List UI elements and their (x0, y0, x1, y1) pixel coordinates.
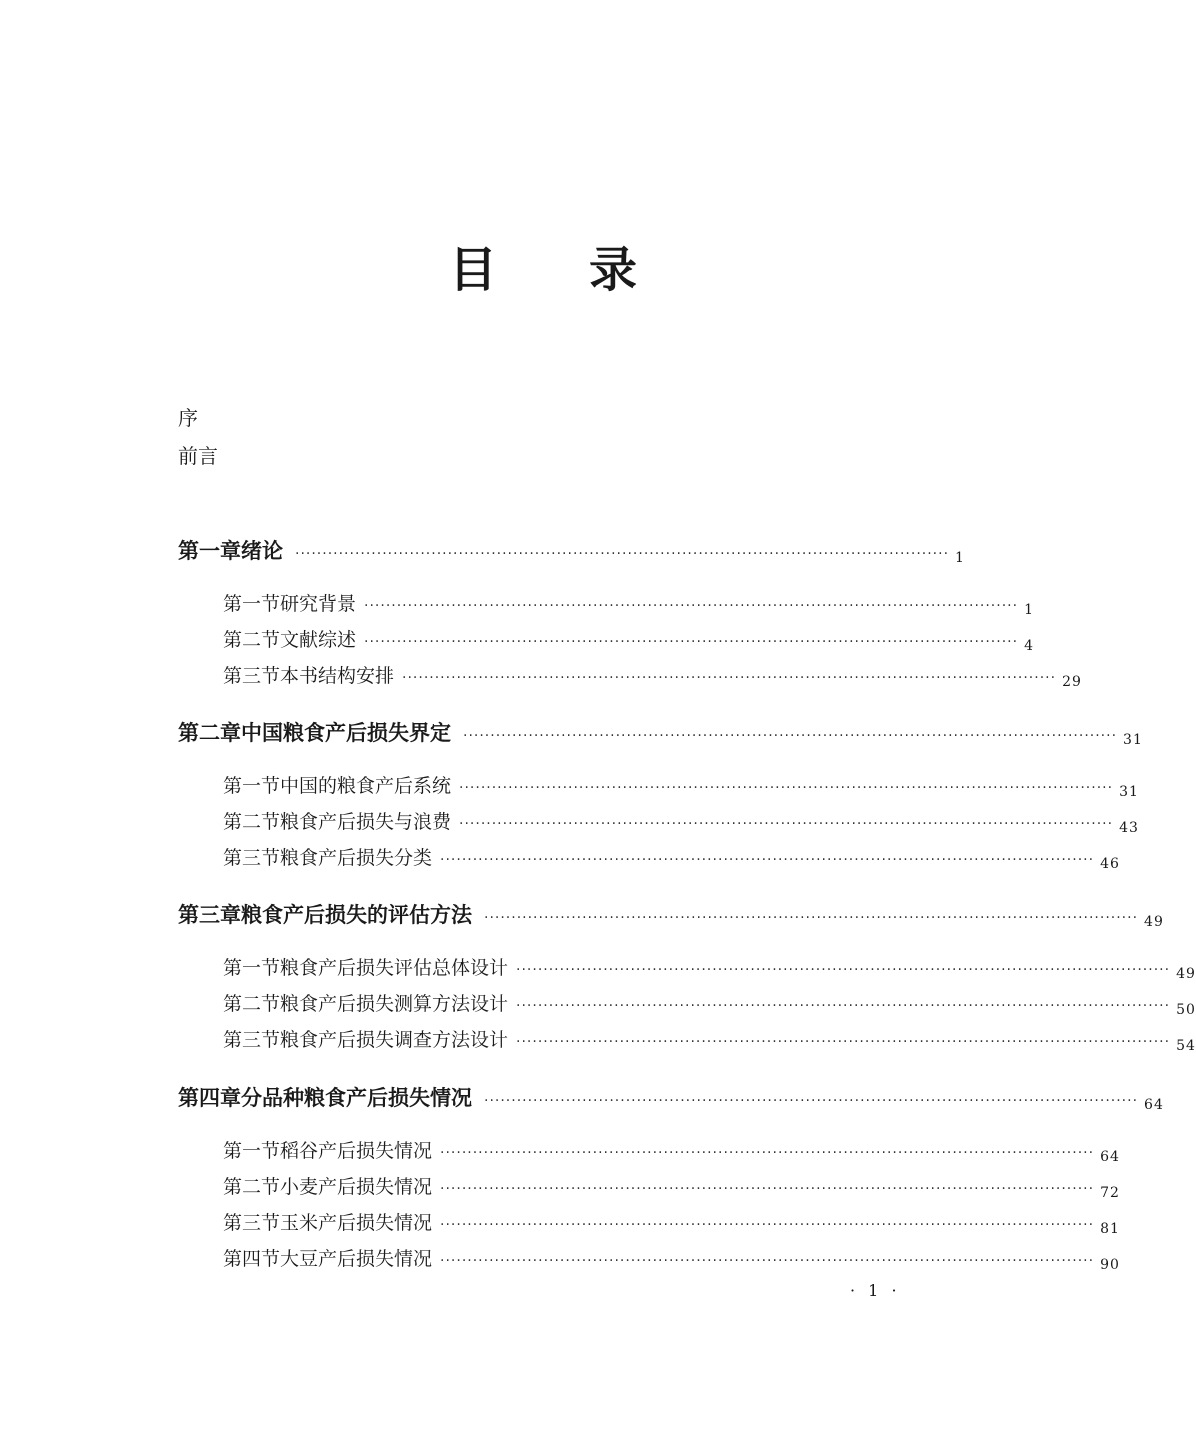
section-title: 稻谷产后损失情况 (280, 1140, 433, 1162)
dot-leader: ························································································································ (516, 1034, 1171, 1050)
section-title: 粮食产后损失与浪费 (280, 811, 452, 833)
section-number: 第二节 (223, 629, 281, 651)
toc-section[interactable] (223, 807, 1139, 836)
chapter-number: 第二章 (178, 721, 241, 745)
dot-leader: ························································································································ (364, 634, 1019, 650)
page-number: 43 (1119, 820, 1139, 836)
page-number: 46 (1100, 856, 1120, 872)
section-title: 粮食产后损失分类 (280, 847, 433, 869)
dot-leader: ························································································································ (440, 1253, 1095, 1269)
toc-section[interactable] (223, 1244, 1120, 1273)
dot-leader: ························································································································ (440, 852, 1095, 868)
dot-leader: ························································································································ (516, 998, 1171, 1014)
dot-leader: ························································································································ (295, 546, 950, 562)
chapter-title: 中国粮食产后损失界定 (241, 721, 451, 745)
toc-section[interactable] (223, 661, 1082, 690)
section-title: 文献综述 (280, 629, 357, 651)
page-number: 64 (1100, 1149, 1120, 1165)
section-number: 第三节 (223, 1212, 281, 1234)
section-number: 第四节 (223, 1248, 281, 1270)
page-number: 49 (1144, 914, 1164, 930)
toc-chapter[interactable] (178, 899, 1164, 930)
front-matter-foreword[interactable]: 前言 (178, 444, 218, 468)
page-folio: · 1 · (850, 1281, 901, 1300)
chapter-number: 第三章 (178, 903, 241, 927)
dot-leader: ························································································································ (459, 816, 1114, 832)
section-title: 玉米产后损失情况 (280, 1212, 433, 1234)
toc-section[interactable] (223, 771, 1139, 800)
chapter-number: 第一章 (178, 539, 241, 563)
front-matter-preface[interactable]: 序 (178, 406, 198, 430)
toc-chapter[interactable] (178, 717, 1143, 748)
toc-chapter[interactable] (178, 1082, 1164, 1113)
page-number: 31 (1119, 784, 1139, 800)
section-number: 第三节 (223, 847, 281, 869)
section-number: 第一节 (223, 957, 281, 979)
section-number: 第一节 (223, 593, 281, 615)
section-number: 第二节 (223, 811, 281, 833)
dot-leader: ························································································································ (440, 1145, 1095, 1161)
dot-leader: ························································································································ (440, 1217, 1095, 1233)
toc-section[interactable] (223, 989, 1196, 1018)
section-title: 粮食产后损失调查方法设计 (280, 1029, 509, 1051)
chapter-number: 第四章 (178, 1086, 241, 1110)
toc-section[interactable] (223, 1136, 1120, 1165)
page-number: 4 (1024, 638, 1034, 654)
section-title: 粮食产后损失评估总体设计 (280, 957, 509, 979)
toc-section[interactable] (223, 589, 1034, 618)
page-number: 54 (1176, 1038, 1196, 1054)
page-number: 31 (1123, 732, 1143, 748)
toc-section[interactable] (223, 843, 1120, 872)
chapter-title: 绪论 (241, 539, 283, 563)
toc-chapter[interactable] (178, 535, 965, 566)
page-number: 64 (1144, 1097, 1164, 1113)
toc-section[interactable] (223, 1025, 1196, 1054)
page-title: 目录 (448, 242, 729, 298)
section-number: 第一节 (223, 1140, 281, 1162)
dot-leader: ························································································································ (459, 780, 1114, 796)
chapter-title: 分品种粮食产后损失情况 (241, 1086, 472, 1110)
section-number: 第二节 (223, 993, 281, 1015)
toc-section[interactable] (223, 625, 1034, 654)
toc-section[interactable] (223, 1208, 1120, 1237)
page-number: 50 (1176, 1002, 1196, 1018)
section-title: 大豆产后损失情况 (280, 1248, 433, 1270)
page-number: 49 (1176, 966, 1196, 982)
dot-leader: ························································································································ (402, 670, 1057, 686)
toc-section[interactable] (223, 953, 1196, 982)
section-number: 第三节 (223, 1029, 281, 1051)
page-number: 81 (1100, 1221, 1120, 1237)
dot-leader: ························································································································ (463, 728, 1118, 744)
section-number: 第二节 (223, 1176, 281, 1198)
page-number: 1 (1024, 602, 1034, 618)
section-title: 粮食产后损失测算方法设计 (280, 993, 509, 1015)
section-title: 小麦产后损失情况 (280, 1176, 433, 1198)
page-number: 29 (1062, 674, 1082, 690)
section-title: 本书结构安排 (280, 665, 395, 687)
chapter-title: 粮食产后损失的评估方法 (241, 903, 472, 927)
dot-leader: ························································································································ (364, 598, 1019, 614)
section-title: 研究背景 (280, 593, 357, 615)
page-number: 72 (1100, 1185, 1120, 1201)
dot-leader: ························································································································ (484, 910, 1139, 926)
dot-leader: ························································································································ (484, 1093, 1139, 1109)
dot-leader: ························································································································ (440, 1181, 1095, 1197)
page-number: 1 (955, 550, 965, 566)
section-number: 第三节 (223, 665, 281, 687)
section-number: 第一节 (223, 775, 281, 797)
toc-section[interactable] (223, 1172, 1120, 1201)
section-title: 中国的粮食产后系统 (280, 775, 452, 797)
page-number: 90 (1100, 1257, 1120, 1273)
dot-leader: ························································································································ (516, 962, 1171, 978)
